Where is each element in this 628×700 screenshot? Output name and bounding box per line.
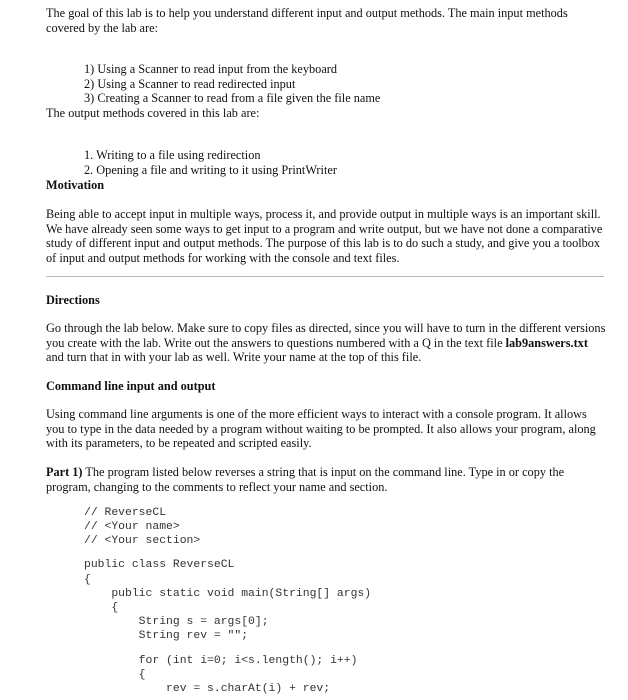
input-method-item: 2) Using a Scanner to read redirected input [84, 76, 296, 91]
section-divider [46, 276, 604, 277]
code-line: public class ReverseCL [84, 559, 235, 571]
output-method-item: 1. Writing to a file using redirection [84, 148, 261, 163]
code-line: { [84, 669, 146, 681]
code-line: { [84, 602, 119, 614]
output-method-item: 2. Opening a file and writing to it using PrintWriter [84, 162, 337, 177]
command-line-paragraph: Using command line arguments is one of the more efficient ways to interact with a console program. It allows you to type in the data needed by a program without waiting to be prompted. It also allows your program, along with its parameters, to be repeated and scripted easily. [46, 407, 596, 450]
code-line: // ReverseCL [84, 507, 167, 519]
input-method-item: 1) Using a Scanner to read input from the keyboard [84, 62, 338, 77]
directions-text: Go through the lab below. Make sure to copy files as directed, since you will have to turn in the different versions you create with the lab. Write out the answers to questions numbered with a Q in the text file [46, 321, 606, 350]
command-line-heading: Command line input and output [46, 379, 216, 393]
answers-filename: lab9answers.txt [505, 335, 588, 350]
directions-heading: Directions [46, 293, 100, 307]
code-line: String s = args[0]; [84, 616, 269, 628]
input-method-item: 3) Creating a Scanner to read from a file given the file name [84, 91, 381, 106]
part1-label: Part 1) [46, 465, 83, 479]
directions-paragraph [46, 321, 608, 365]
output-intro-paragraph: The output methods covered in this lab are: [46, 106, 260, 120]
code-line: for (int i=0; i<s.length(); i++) [84, 655, 358, 667]
intro-paragraph: The goal of this lab is to help you understand different input and output methods. The main input methods covered by the lab are: [46, 6, 568, 35]
code-line: { [84, 574, 91, 586]
motivation-heading: Motivation [46, 178, 105, 192]
input-methods-list [84, 62, 380, 106]
code-line: // <Your name> [84, 521, 180, 533]
output-methods-list [84, 148, 337, 177]
code-line: String rev = ""; [84, 630, 249, 642]
directions-text-end: and turn that in with your lab as well. Write your name at the top of this file. [46, 350, 422, 364]
motivation-paragraph: Being able to accept input in multiple ways, process it, and provide output in multiple ways is an important skill. We have already seen some ways to get input to a program and write output, but we have not done a comparative study of different input and output methods. The purpose of this lab is to do such a study, and give you a toolbox of input and output methods for working with the console and text files. [46, 207, 603, 265]
part1-text: The program listed below reverses a string that is input on the command line. Type in or copy the program, changing to the comments to reflect your name and section. [46, 465, 565, 494]
code-line: // <Your section> [84, 535, 201, 547]
code-line: rev = s.charAt(i) + rev; [84, 683, 331, 695]
code-line: public static void main(String[] args) [84, 588, 372, 600]
part1-paragraph [46, 465, 608, 494]
